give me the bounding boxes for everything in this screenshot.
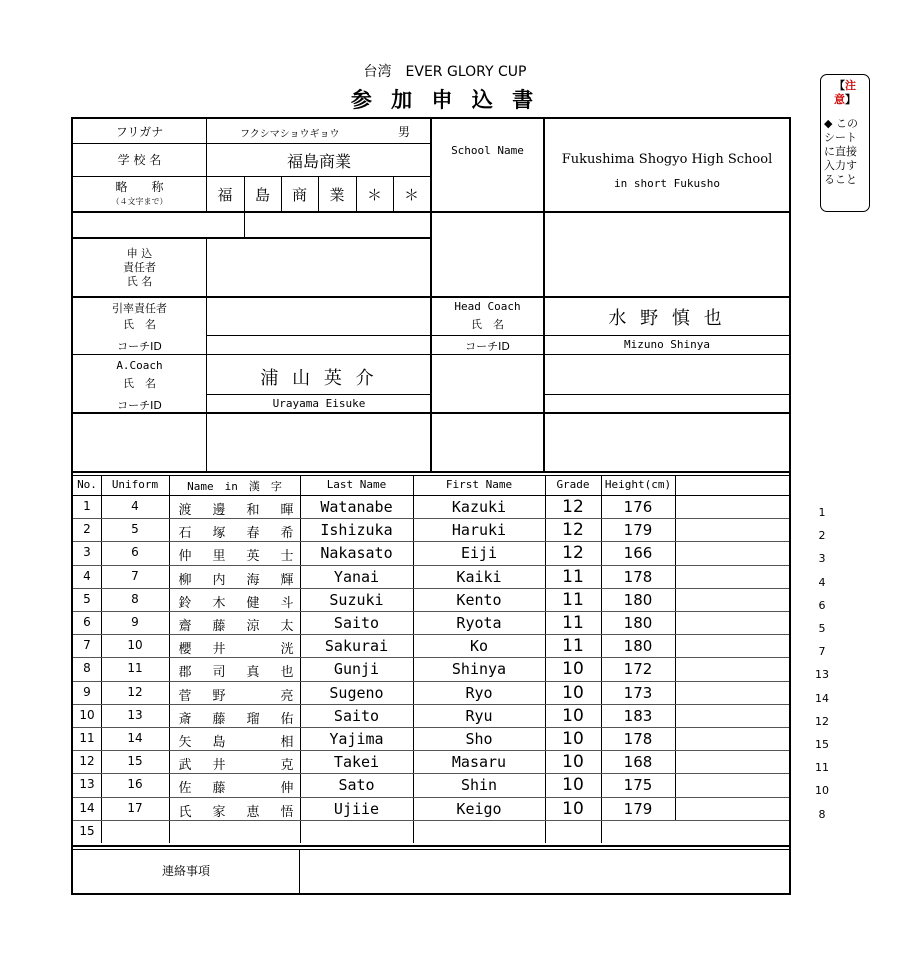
- kanji-name-char[interactable]: 真: [246, 665, 260, 680]
- kanji-name-char[interactable]: 士: [280, 549, 294, 564]
- grade-cell[interactable]: 11: [562, 636, 584, 656]
- uniform-cell[interactable]: 6: [131, 545, 139, 559]
- uniform-cell[interactable]: 8: [131, 592, 139, 606]
- school-label: 学 校 名: [117, 153, 162, 167]
- kanji-name-char[interactable]: 太: [280, 619, 294, 634]
- applicant-label-3: 氏 名: [126, 275, 153, 288]
- kanji-name-char[interactable]: 渡: [178, 503, 192, 518]
- height-cell[interactable]: 180: [623, 637, 653, 655]
- last-name-cell[interactable]: Sakurai: [324, 637, 389, 655]
- leader-label-1: 引率責任者: [112, 302, 167, 315]
- side-number: 7: [818, 645, 826, 658]
- school-value[interactable]: 福島商業: [286, 152, 351, 171]
- contact-field[interactable]: [301, 851, 787, 891]
- kanji-name-char[interactable]: 暉: [280, 503, 294, 518]
- acoach-label-1: A.Coach: [116, 359, 163, 372]
- uniform-cell[interactable]: 5: [131, 522, 139, 536]
- column-header: Uniform: [111, 478, 159, 491]
- abbr-char-3[interactable]: 商: [291, 186, 307, 204]
- kanji-name-char[interactable]: 英: [246, 549, 260, 564]
- kanji-name-char[interactable]: 内: [212, 573, 226, 588]
- abbr-char-6[interactable]: ＊: [403, 186, 419, 204]
- first-name-cell[interactable]: Ko: [469, 637, 489, 655]
- acoach-name[interactable]: 浦 山 英 介: [260, 368, 378, 389]
- side-number: 2: [818, 529, 826, 542]
- grade-cell[interactable]: 12: [562, 543, 584, 563]
- side-number: 5: [818, 622, 826, 635]
- side-number: 8: [818, 808, 826, 821]
- kanji-name-char[interactable]: 悟: [280, 805, 294, 820]
- row-number: 11: [79, 731, 95, 745]
- applicant-label-2: 責任者: [123, 261, 156, 274]
- kanji-name-char[interactable]: 鈴: [178, 596, 192, 611]
- contact-label: 連絡事項: [161, 864, 210, 878]
- uniform-cell[interactable]: 10: [127, 638, 143, 652]
- leader-coach-id-label: コーチID: [117, 340, 162, 353]
- kanji-name-char[interactable]: 涼: [246, 619, 260, 634]
- row-number: 12: [79, 754, 95, 768]
- school-name-label: School Name: [451, 144, 524, 157]
- kanji-name-char[interactable]: 櫻: [178, 642, 192, 657]
- kanji-name-char[interactable]: 柳: [178, 573, 192, 588]
- kanji-name-char[interactable]: 輝: [280, 573, 294, 588]
- kanji-name-char[interactable]: 齋: [178, 619, 192, 634]
- column-header: Name in 漢 字: [187, 480, 282, 493]
- instruction-note: [820, 74, 870, 212]
- last-name-cell[interactable]: Sugeno: [329, 684, 384, 702]
- abbr-char-4[interactable]: 業: [329, 186, 345, 204]
- kanji-name-char[interactable]: 石: [178, 526, 192, 541]
- grade-cell[interactable]: 10: [562, 683, 584, 703]
- grade-cell[interactable]: 10: [562, 729, 584, 749]
- kanji-name-char[interactable]: 武: [178, 758, 192, 773]
- first-name-cell[interactable]: Ryota: [456, 614, 502, 632]
- side-number: 11: [815, 761, 829, 774]
- last-name-cell[interactable]: Suzuki: [329, 591, 384, 609]
- grade-cell[interactable]: 11: [562, 590, 584, 610]
- height-cell[interactable]: 178: [623, 568, 653, 586]
- first-name-cell[interactable]: Eiji: [460, 544, 498, 562]
- kanji-name-char[interactable]: 藤: [212, 712, 226, 727]
- height-cell[interactable]: 179: [623, 521, 653, 539]
- kanji-name-char[interactable]: 菅: [178, 689, 192, 704]
- uniform-cell[interactable]: 9: [131, 615, 139, 629]
- last-name-cell[interactable]: Saito: [333, 614, 380, 632]
- kanji-name-char[interactable]: 瑠: [246, 712, 260, 727]
- last-name-cell[interactable]: Ujiie: [333, 800, 380, 818]
- kanji-name-char[interactable]: 也: [280, 665, 294, 680]
- kanji-name-char[interactable]: 井: [212, 642, 226, 657]
- kanji-name-char[interactable]: 伸: [280, 781, 294, 796]
- first-name-cell[interactable]: Kaiki: [456, 568, 502, 586]
- gender-value[interactable]: 男: [398, 125, 411, 139]
- abbr-note: （４文字まで）: [111, 197, 168, 206]
- row-number: 6: [83, 615, 91, 629]
- abbr-char-2[interactable]: 島: [254, 186, 270, 204]
- note-bracket-close: 】: [845, 93, 856, 106]
- row-number: 7: [83, 638, 91, 652]
- kanji-name-char[interactable]: 司: [212, 665, 226, 680]
- head-coach-id-label: コーチID: [465, 340, 510, 353]
- kanji-name-char[interactable]: 木: [212, 596, 226, 611]
- table-row: [73, 820, 789, 843]
- head-coach-label-1: Head Coach: [454, 300, 521, 313]
- grade-cell[interactable]: 11: [562, 613, 584, 633]
- height-cell[interactable]: 179: [623, 800, 653, 818]
- row-number: 8: [83, 661, 91, 675]
- side-number: 15: [815, 738, 829, 751]
- height-cell[interactable]: 183: [623, 707, 653, 725]
- last-name-cell[interactable]: Yajima: [329, 730, 384, 748]
- kanji-name-char[interactable]: 斗: [280, 596, 294, 611]
- head-coach-name[interactable]: 水 野 慎 也: [608, 308, 726, 329]
- kanji-name-char[interactable]: 氏: [178, 805, 192, 820]
- kanji-name-char[interactable]: 藤: [212, 781, 226, 796]
- row-number: 9: [83, 685, 91, 699]
- applicant-label-1: 申 込: [126, 247, 153, 260]
- uniform-cell[interactable]: 17: [127, 801, 143, 815]
- kanji-name-char[interactable]: 春: [246, 526, 260, 541]
- uniform-cell[interactable]: 12: [127, 685, 143, 699]
- first-name-cell[interactable]: Kazuki: [451, 498, 507, 516]
- height-cell[interactable]: 175: [623, 776, 653, 794]
- abbr-label: 略 称: [115, 180, 164, 194]
- grade-cell[interactable]: 10: [562, 659, 584, 679]
- row-number: 3: [83, 545, 91, 559]
- kanji-name-char[interactable]: 佐: [178, 781, 192, 796]
- kanji-name-char[interactable]: 仲: [178, 549, 192, 564]
- furigana-label: フリガナ: [115, 125, 164, 139]
- side-number: 12: [815, 715, 829, 728]
- uniform-cell[interactable]: 7: [131, 569, 139, 583]
- leader-label-2: 氏 名: [123, 318, 156, 331]
- note-text: ◆ このシートに直接入力すること: [824, 117, 858, 186]
- first-name-cell[interactable]: Keigo: [456, 800, 502, 818]
- furigana-value[interactable]: フクシマショウギョウ: [240, 129, 340, 140]
- column-header: First Name: [445, 478, 513, 491]
- first-name-cell[interactable]: Haruki: [451, 521, 507, 539]
- uniform-cell[interactable]: 14: [127, 731, 143, 745]
- height-cell[interactable]: 173: [623, 684, 653, 702]
- abbr-char-5[interactable]: ＊: [366, 186, 382, 204]
- grade-cell[interactable]: 10: [562, 752, 584, 772]
- abbr-char-1[interactable]: 福: [217, 186, 233, 204]
- uniform-cell[interactable]: 11: [127, 661, 143, 675]
- acoach-label-2: 氏 名: [123, 377, 156, 390]
- last-name-cell[interactable]: Sato: [338, 776, 375, 794]
- last-name-cell[interactable]: Takei: [333, 753, 380, 771]
- note-bracket-open: 【: [834, 79, 845, 92]
- school-name-en[interactable]: Fukushima Shogyo High School: [561, 152, 773, 167]
- kanji-name-char[interactable]: 希: [280, 526, 294, 541]
- height-cell[interactable]: 180: [623, 591, 653, 609]
- last-name-cell[interactable]: Ishizuka: [320, 521, 393, 539]
- first-name-cell[interactable]: Ryu: [465, 707, 493, 725]
- grade-cell[interactable]: 10: [562, 799, 584, 819]
- head-coach-label-2: 氏 名: [471, 318, 504, 331]
- kanji-name-char[interactable]: 海: [246, 573, 260, 588]
- school-short[interactable]: in short Fukusho: [614, 177, 720, 190]
- height-cell[interactable]: 172: [623, 660, 653, 678]
- row-number: 5: [83, 592, 91, 606]
- kanji-name-char[interactable]: 恵: [246, 805, 260, 820]
- first-name-cell[interactable]: Shinya: [451, 660, 507, 678]
- height-cell[interactable]: 178: [623, 730, 653, 748]
- kanji-name-char[interactable]: 和: [246, 503, 260, 518]
- head-coach-roman[interactable]: Mizuno Shinya: [623, 338, 711, 351]
- first-name-cell[interactable]: Sho: [465, 730, 493, 748]
- last-name-cell[interactable]: Watanabe: [320, 498, 393, 516]
- title-line1: 台湾 EVER GLORY CUP: [363, 64, 527, 80]
- kanji-name-char[interactable]: 矢: [178, 735, 192, 750]
- column-header: Height(cm): [604, 478, 672, 491]
- page-title: 参 加 申 込 書: [350, 88, 540, 112]
- uniform-cell[interactable]: 16: [127, 777, 143, 791]
- kanji-name-char[interactable]: 亮: [280, 689, 294, 704]
- grade-cell[interactable]: 10: [562, 775, 584, 795]
- uniform-cell[interactable]: 15: [127, 754, 143, 768]
- acoach-roman[interactable]: Urayama Eisuke: [272, 397, 366, 410]
- row-number: 14: [79, 801, 95, 815]
- kanji-name-char[interactable]: 洸: [280, 642, 294, 657]
- side-number: 10: [815, 784, 829, 797]
- uniform-cell[interactable]: 4: [131, 499, 139, 513]
- side-number: 14: [815, 692, 829, 705]
- kanji-name-char[interactable]: 塚: [212, 526, 226, 541]
- side-number: 3: [818, 552, 826, 565]
- first-name-cell[interactable]: Shin: [460, 776, 498, 794]
- side-number: 1: [818, 506, 826, 519]
- side-number: 4: [818, 576, 826, 589]
- kanji-name-char[interactable]: 相: [280, 735, 294, 750]
- kanji-name-char[interactable]: 郡: [178, 665, 192, 680]
- first-name-cell[interactable]: Kento: [456, 591, 502, 609]
- kanji-name-char[interactable]: 斎: [178, 712, 192, 727]
- height-cell[interactable]: 168: [623, 753, 653, 771]
- grade-cell[interactable]: 12: [562, 497, 584, 517]
- row-number: 15: [79, 824, 95, 838]
- row-number: 1: [83, 499, 91, 513]
- side-number: 6: [818, 599, 826, 612]
- kanji-name-char[interactable]: 井: [212, 758, 226, 773]
- kanji-name-char[interactable]: 健: [246, 596, 260, 611]
- last-name-cell[interactable]: Saito: [333, 707, 380, 725]
- kanji-name-char[interactable]: 野: [212, 689, 226, 704]
- grade-cell[interactable]: 10: [562, 706, 584, 726]
- kanji-name-char[interactable]: 克: [280, 758, 294, 773]
- column-header: No.: [77, 478, 97, 491]
- height-cell[interactable]: 166: [623, 544, 653, 562]
- height-cell[interactable]: 176: [623, 498, 653, 516]
- uniform-cell[interactable]: 13: [127, 708, 143, 722]
- row-number: 2: [83, 522, 91, 536]
- height-cell[interactable]: 180: [623, 614, 653, 632]
- kanji-name-char[interactable]: 邊: [212, 503, 226, 518]
- row-number: 4: [83, 569, 91, 583]
- kanji-name-char[interactable]: 藤: [212, 619, 226, 634]
- first-name-cell[interactable]: Ryo: [465, 684, 493, 702]
- row-number: 10: [79, 708, 95, 722]
- last-name-cell[interactable]: Yanai: [333, 568, 380, 586]
- acoach-id-label: コーチID: [117, 399, 162, 412]
- note-label: 注意: [834, 79, 856, 106]
- side-number: 13: [815, 668, 829, 681]
- row-number: 13: [79, 777, 95, 791]
- grade-cell[interactable]: 12: [562, 520, 584, 540]
- column-header: Last Name: [326, 478, 387, 491]
- kanji-name-char[interactable]: 里: [212, 549, 226, 564]
- grade-cell[interactable]: 11: [562, 567, 584, 587]
- last-name-cell[interactable]: Gunji: [333, 660, 380, 678]
- kanji-name-char[interactable]: 家: [212, 805, 226, 820]
- kanji-name-char[interactable]: 島: [212, 735, 226, 750]
- last-name-cell[interactable]: Nakasato: [320, 544, 393, 562]
- kanji-name-char[interactable]: 佑: [280, 712, 294, 727]
- column-header: Grade: [556, 478, 590, 491]
- first-name-cell[interactable]: Masaru: [451, 753, 507, 771]
